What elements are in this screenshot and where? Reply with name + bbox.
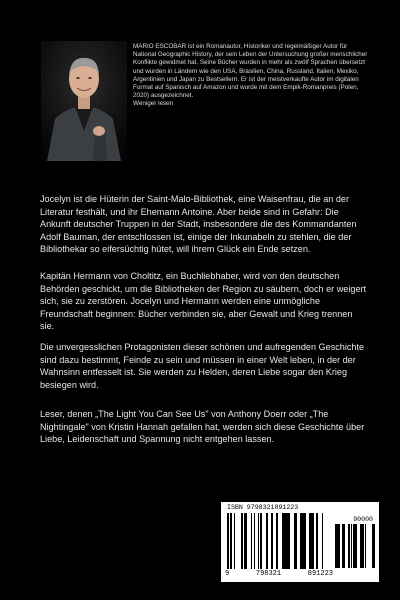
- barcode-bar: [362, 524, 364, 568]
- ean-barcode-bars: [227, 513, 331, 569]
- barcode-bar: [296, 513, 297, 569]
- barcode-bar: [266, 513, 268, 569]
- barcode-bar: [276, 513, 277, 569]
- barcode-bar: [353, 524, 356, 568]
- barcode-bar: [351, 524, 352, 568]
- barcode-bar: [342, 524, 344, 568]
- blurb-paragraph-4: Leser, denen „The Light You Can See Us" von Anthony Doerr oder „The Nightingale" von Kristin Hannah gefallen hat, werden sich diese Geschichte über Liebe, Leidenschaft und Spannung nicht entgehen lassen.: [40, 409, 365, 445]
- author-photo: [41, 41, 127, 161]
- price-code: 90000: [353, 516, 373, 523]
- barcode-bar: [301, 513, 303, 569]
- barcode-bar: [227, 513, 229, 569]
- barcode-bar: [335, 524, 337, 568]
- addon-barcode-bars: [335, 524, 375, 568]
- barcode-bar: [277, 513, 278, 569]
- barcode-bar: [339, 524, 340, 568]
- author-bio-text: MARIO ESCOBAR ist ein Romanautor, Historiker und regelmäßiger Autor für National Geographic History, der sein Leben der Untersuchung großer menschlicher Konflikte gewidmet hat. Seine Bücher wurden in mehr als zwölf Sprachen übersetzt und wurden in Ländern wie den USA, Brasilien, China, Russland, Italien, Mexiko, Argentinien und Japan zu Bestsellern. Er ist der meistverkaufte Autor im digitalen Format auf Spanisch auf Amazon und wurde mit dem Empik-Romanpreis (Polen, 2020) ausgezeichnet.: [133, 43, 368, 100]
- barcode-bar: [360, 524, 362, 568]
- isbn-barcode: [221, 502, 379, 582]
- barcode-bar: [311, 513, 313, 569]
- blurb-paragraph-3: Die unvergesslichen Protagonisten dieser schönen und aufregenden Geschichte sind dazu bestimmt, Feinde zu sein und müssen in einer Welt leben, in der der Wahnsinn entfesselt ist. Sie werden zu Helden, deren Liebe sogar den Krieg besiegen wird.: [40, 342, 365, 390]
- barcode-bar: [344, 524, 345, 568]
- blurb-paragraph-2: Kapitän Hermann von Choltitz, ein Buchliebhaber, wird von den deutschen Behörden geschickt, um die Bibliotheken der Region zu säubern, doch er weigert sich, sie zu zerstören. Jocelyn und Hermann werden eine unmögliche Freundschaft beginnen: Bücher verbinden sie, aber Gewalt und Krieg trennen sie.: [40, 271, 367, 332]
- barcode-bar: [337, 524, 339, 568]
- barcode-bar: [313, 513, 314, 569]
- blurb-paragraph-1: Jocelyn ist die Hüterin der Saint-Malo-Bibliothek, eine Waisenfrau, die an der Literatur festhält, und ihr Ehemann Antoine. Aber beide sind in Gefahr: Die Ankunft deutscher Truppen in der Stadt, insbesondere die des Kommandanten Adolf Bauman, der entschlossen ist, einige der Inkunabeln zu stehlen, die der Bibliothekar so eifersüchtig hütet, will ihrem Glück ein Ende setzen.: [40, 194, 357, 255]
- read-less-link[interactable]: Weniger lesen: [133, 100, 174, 108]
- barcode-digit-lead: 9: [225, 570, 230, 578]
- barcode-digit-group-2: 891223: [307, 570, 333, 578]
- barcode-bar: [365, 524, 366, 568]
- author-bio: [133, 43, 369, 109]
- barcode-bar: [288, 513, 290, 569]
- barcode-bar: [305, 513, 306, 569]
- barcode-bar: [234, 513, 235, 569]
- barcode-bar: [261, 513, 262, 569]
- barcode-bar: [300, 513, 301, 569]
- barcode-bar: [230, 513, 231, 569]
- barcode-bar: [356, 524, 357, 568]
- barcode-bar: [282, 513, 283, 569]
- barcode-bar: [303, 513, 305, 569]
- barcode-bar: [231, 513, 232, 569]
- barcode-bar: [271, 513, 273, 569]
- barcode-bar: [254, 513, 255, 569]
- barcode-bar: [348, 524, 350, 568]
- barcode-digits: [225, 570, 333, 578]
- isbn-label: ISBN 9798321891223: [227, 504, 299, 511]
- barcode-bar: [309, 513, 311, 569]
- barcode-bar: [260, 513, 261, 569]
- barcode-bar: [251, 513, 252, 569]
- barcode-bar: [244, 513, 247, 569]
- barcode-bar: [322, 513, 323, 569]
- barcode-bar: [316, 513, 318, 569]
- barcode-bar: [283, 513, 285, 569]
- barcode-bar: [285, 513, 288, 569]
- barcode-bar: [372, 524, 375, 568]
- barcode-digit-group-1: 798321: [255, 570, 282, 578]
- barcode-bar: [258, 513, 259, 569]
- barcode-bar: [241, 513, 243, 569]
- barcode-bar: [294, 513, 296, 569]
- author-portrait-image: [41, 41, 127, 161]
